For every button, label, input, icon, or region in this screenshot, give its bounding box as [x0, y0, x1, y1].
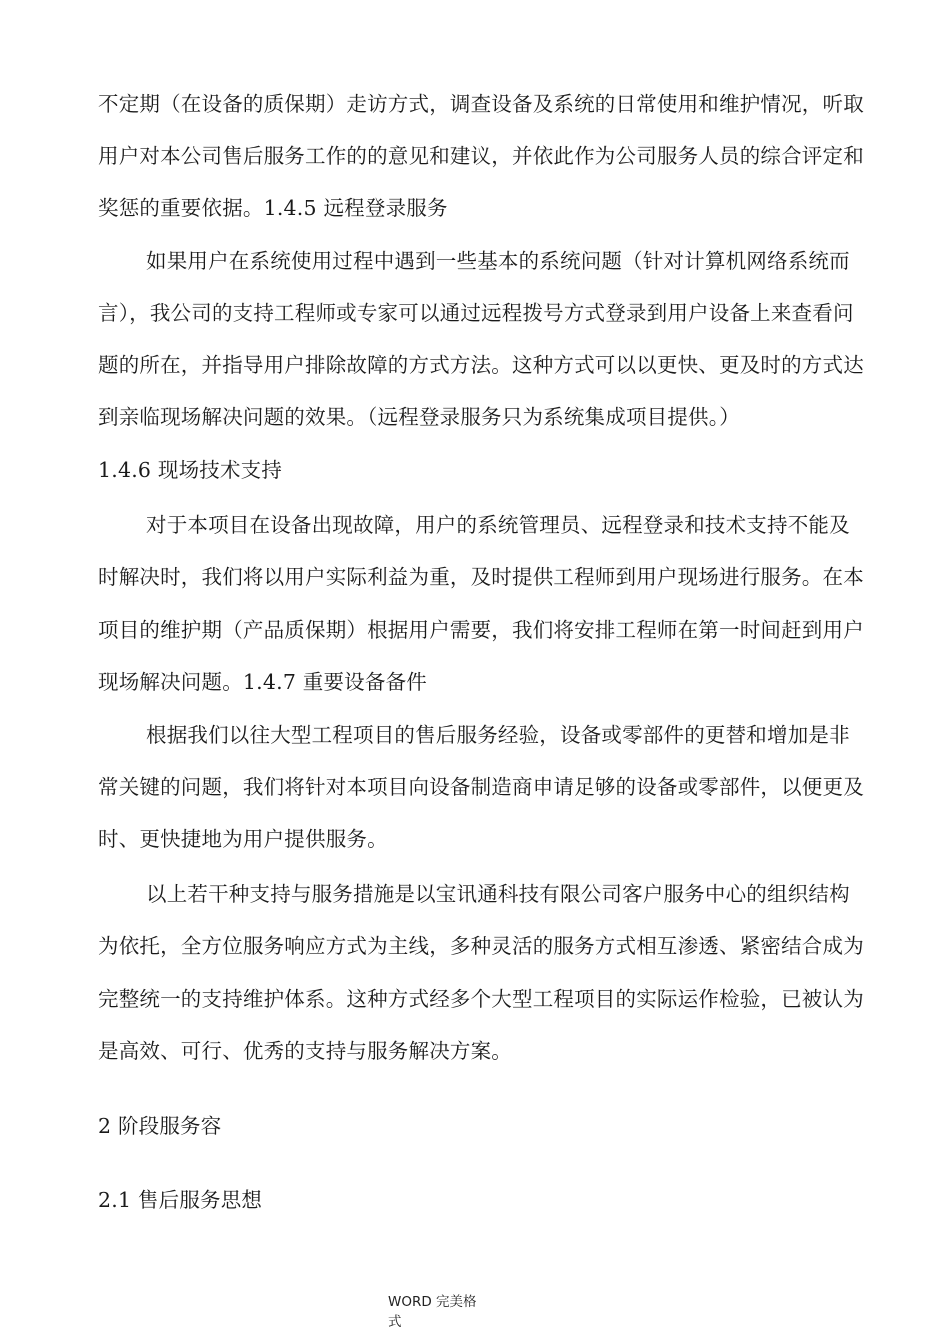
paragraph-line: 现场解决问题。1.4.7 重要设备备件: [98, 670, 427, 694]
paragraph-line: 奖惩的重要依据。1.4.5 远程登录服务: [98, 196, 448, 220]
paragraph-line: 根据我们以往大型工程项目的售后服务经验，设备或零部件的更替和增加是非: [146, 723, 850, 747]
paragraph-line: 时解决时，我们将以用户实际利益为重，及时提供工程师到用户现场进行服务。在本: [98, 565, 864, 589]
paragraph-line: 言），我公司的支持工程师或专家可以通过远程拨号方式登录到用户设备上来查看问: [98, 301, 854, 325]
paragraph-line: 常关键的问题，我们将针对本项目向设备制造商申请足够的设备或零部件，以便更及: [98, 775, 864, 799]
paragraph-line: 以上若干种支持与服务措施是以宝讯通科技有限公司客户服务中心的组织结构: [146, 882, 850, 906]
paragraph-line: 时、更快捷地为用户提供服务。: [98, 827, 388, 851]
paragraph-line: 为依托，全方位服务响应方式为主线，多种灵活的服务方式相互渗透、紧密结合成为: [98, 934, 864, 958]
paragraph-line: 到亲临现场解决问题的效果。（远程登录服务只为系统集成项目提供。）: [98, 405, 740, 429]
paragraph-line: 是高效、可行、优秀的支持与服务解决方案。: [98, 1039, 512, 1063]
section-heading: 2.1 售后服务思想: [98, 1188, 263, 1212]
paragraph-line: 对于本项目在设备出现故障，用户的系统管理员、远程登录和技术支持不能及: [146, 513, 850, 537]
page-footer: WORD 完美格式: [388, 1294, 477, 1330]
paragraph-line: 完整统一的支持维护体系。这种方式经多个大型工程项目的实际运作检验，已被认为: [98, 987, 864, 1011]
section-heading: 1.4.6 现场技术支持: [98, 458, 283, 482]
paragraph-line: 项目的维护期（产品质保期）根据用户需要，我们将安排工程师在第一时间赶到用户: [98, 618, 864, 642]
paragraph-line: 如果用户在系统使用过程中遇到一些基本的系统问题（针对计算机网络系统而: [146, 249, 850, 273]
paragraph-line: 不定期（在设备的质保期）走访方式，调查设备及系统的日常使用和维护情况，听取: [98, 92, 864, 116]
paragraph-line: 题的所在，并指导用户排除故障的方式方法。这种方式可以以更快、更及时的方式达: [98, 353, 864, 377]
paragraph-line: 用户对本公司售后服务工作的的意见和建议，并依此作为公司服务人员的综合评定和: [98, 144, 864, 168]
section-heading: 2 阶段服务容: [98, 1114, 222, 1138]
